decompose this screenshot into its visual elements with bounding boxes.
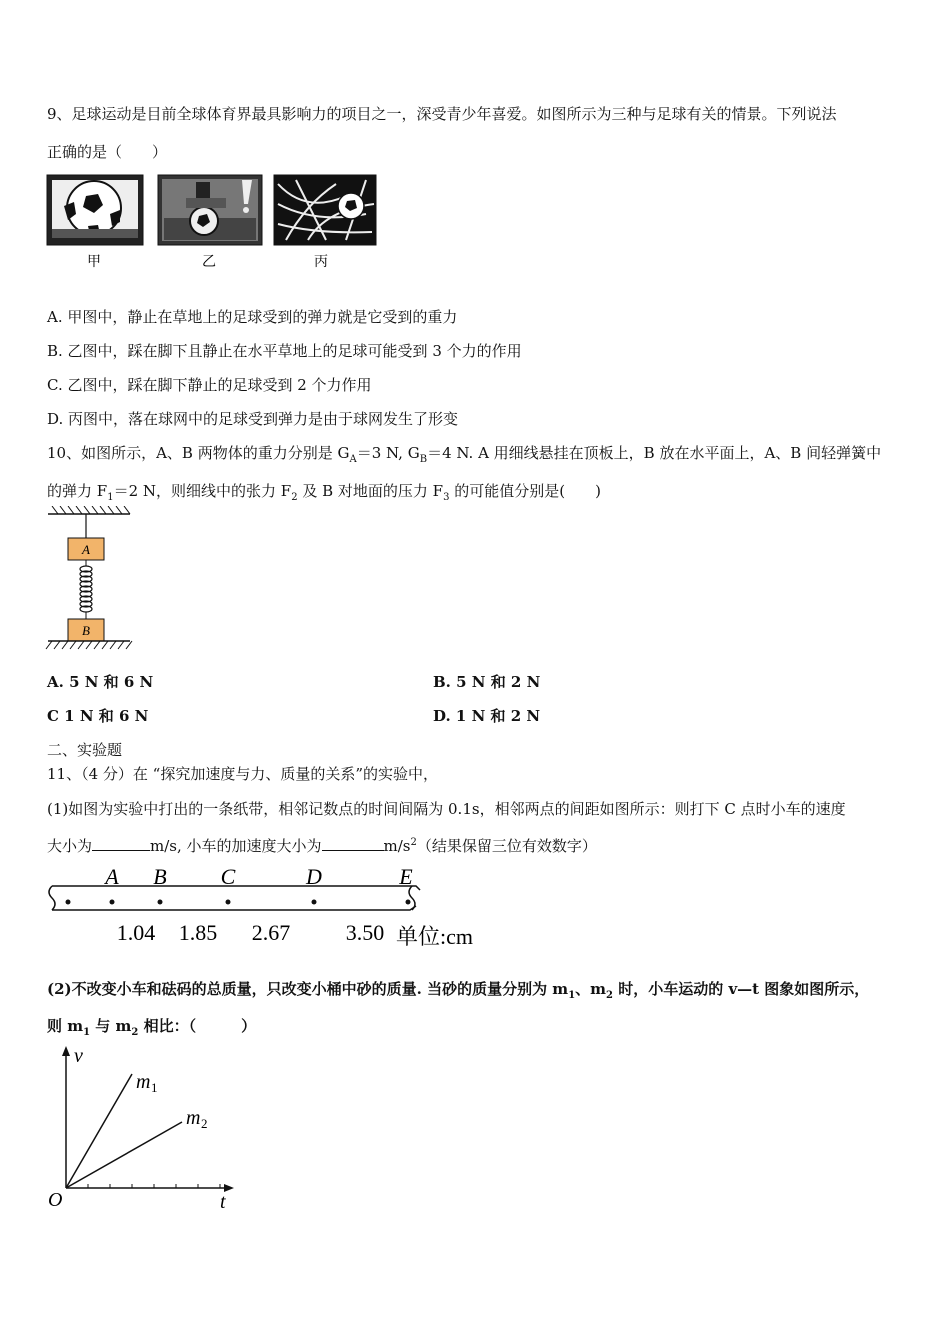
image-bing xyxy=(274,175,376,245)
acceleration-blank[interactable] xyxy=(322,836,384,851)
spring xyxy=(80,566,92,612)
q9-option-d: D. 丙图中，落在球网中的足球受到弹力是由于球网发生了形变 xyxy=(47,410,459,428)
caption-bing: 丙 xyxy=(314,255,328,270)
q9-line1: 9、足球运动是目前全球体育界最具影响力的项目之一，深受青少年喜爱。如图所示为三种与足球有关的情景。下列说法 xyxy=(47,105,837,123)
q11-title: 11、（4 分）在 “探究加速度与力、质量的关系”的实验中， xyxy=(47,765,439,783)
tape-distance-de: 3.50 xyxy=(345,920,385,945)
q11-part2-line2: 则 $m_1$ 与 $m_2$ 相比：（ ） xyxy=(47,1017,257,1038)
m1-label: m xyxy=(136,1071,151,1093)
q10-spring-diagram xyxy=(44,506,136,652)
line-m2 xyxy=(66,1122,182,1188)
q9-option-b: B. 乙图中，踩在脚下且静止在水平草地上的足球可能受到 3 个力的作用 xyxy=(47,342,522,360)
q10-option-a: A. 5 N 和 6 N xyxy=(47,673,154,691)
tape-distance-ab: 1.04 xyxy=(116,920,156,945)
block-a-label: A xyxy=(82,542,90,557)
t-axis-label: t xyxy=(220,1191,226,1213)
tape-label-e: E xyxy=(399,864,413,889)
tape-dot-a xyxy=(110,900,115,905)
image-jia xyxy=(47,175,143,245)
tape-dot-b xyxy=(158,900,163,905)
velocity-blank[interactable] xyxy=(92,836,150,851)
tape-unit: 单位:cm xyxy=(396,924,473,949)
m2-label: m xyxy=(186,1107,201,1129)
v-axis-label: v xyxy=(74,1045,83,1067)
q10-line2: 的弹力 $F_1=2$ N，则细线中的张力 $F_2$ 及 B 对地面的压力 $F_3$ 的可能值分别是( ) xyxy=(47,482,601,503)
tape-label-c: C xyxy=(220,864,236,889)
tape-distance-cd: 2.67 xyxy=(251,920,291,945)
tape-label-a: A xyxy=(105,864,119,889)
q11-part1-line2: 大小为 m/s, 小车的加速度大小为 $m/s^2$（结果保留三位有效数字） xyxy=(47,837,597,855)
tape-dot-e xyxy=(406,900,411,905)
q10-line1: 10、如图所示，A、B 两物体的重力分别是 $G_A=3$ N, $G_B=4$ N. A 用细线悬挂在顶板上，B 放在水平面上，A、B 间轻弹簧中 xyxy=(47,444,882,465)
q10-option-b: B. 5 N 和 2 N xyxy=(433,673,541,691)
section-heading: 二、实验题 xyxy=(47,741,123,759)
q10-option-c: C 1 N 和 6 N xyxy=(47,707,149,725)
tape-dot-origin xyxy=(66,900,71,905)
tape-label-d: D xyxy=(306,864,322,889)
q9-images xyxy=(46,174,378,272)
caption-jia: 甲 xyxy=(87,255,101,270)
q9-option-a: A. 甲图中，静止在草地上的足球受到的弹力就是它受到的重力 xyxy=(47,308,458,326)
q11-part1-line1: (1)如图为实验中打出的一条纸带，相邻记数点的时间间隔为 0.1s，相邻两点的间距如图所示：则打下 C 点时小车的速度 xyxy=(47,800,846,818)
tape-dot-c xyxy=(226,900,231,905)
origin-label: O xyxy=(48,1189,63,1211)
paper-tape-diagram xyxy=(44,864,494,950)
q11-part2-line1: (2)不改变小车和砝码的总质量，只改变小桶中砂的质量. 当砂的质量分别为 $m_1$、$m_2$ 时，小车运动的 v—t 图象如图所示， xyxy=(47,980,870,1001)
line-m1 xyxy=(66,1074,132,1188)
tape-distance-bc: 1.85 xyxy=(178,920,218,945)
q9-option-c: C. 乙图中，踩在脚下静止的足球受到 2 个力作用 xyxy=(47,376,372,394)
vt-graph xyxy=(40,1042,250,1214)
tape-edges xyxy=(52,886,420,910)
q10-option-d: D. 1 N 和 2 N xyxy=(433,707,541,725)
tape-dot-d xyxy=(312,900,317,905)
m2-subscript: 2 xyxy=(201,1116,208,1131)
tape-label-b: B xyxy=(153,864,167,889)
caption-yi: 乙 xyxy=(202,255,216,270)
m1-subscript: 1 xyxy=(151,1080,158,1095)
q9-line2: 正确的是（ ） xyxy=(47,143,168,161)
image-yi xyxy=(158,175,262,245)
block-b-label: B xyxy=(82,623,90,638)
